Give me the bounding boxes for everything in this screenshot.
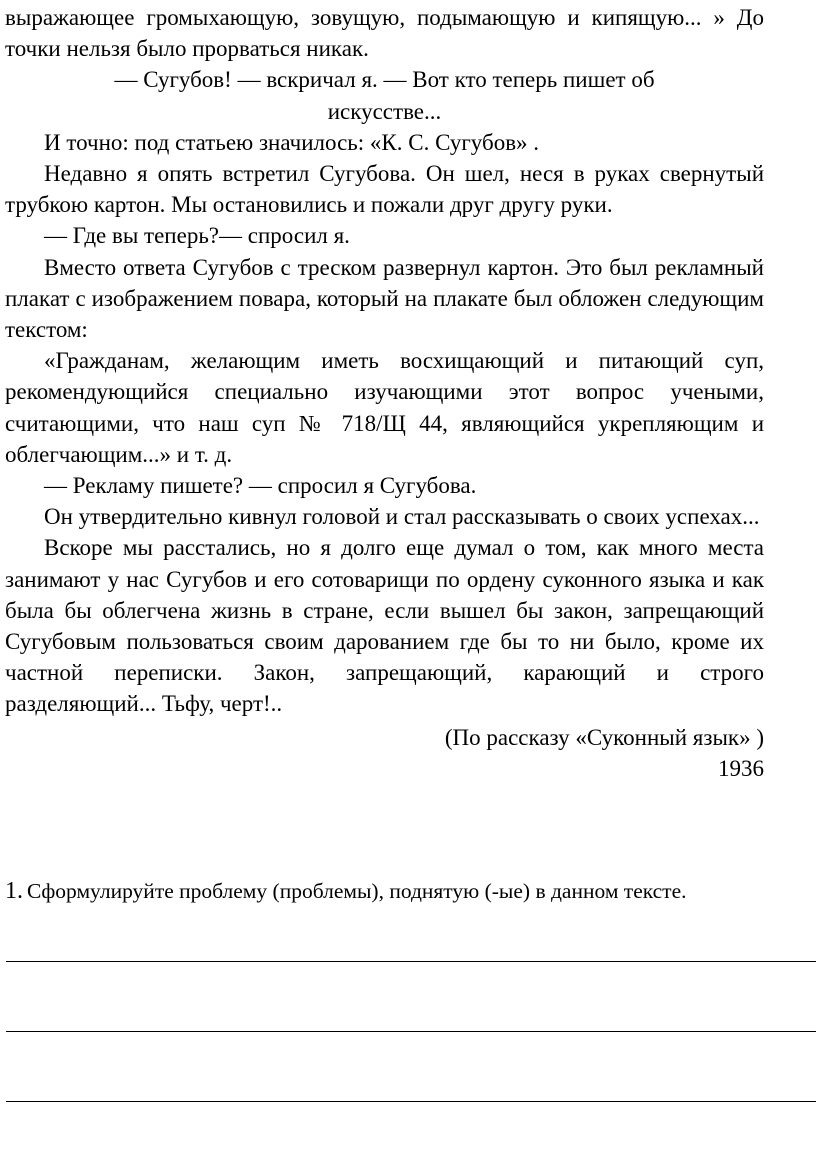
paragraph-10: Вскоре мы расстались, но я долго еще думал о том, как много места занимают у нас Сугубов и его сотоварищи по ордену суконного языка и как была бы облегчена жизнь в стране, если вышел бы закон, запрещающий Сугубовым пользоваться своим дарованием где бы то ни было, кроме их частной переписки. Закон, запрещающий, карающий и строго разделяющий... Тьфу, черт!..	[5, 535, 764, 717]
paragraph-1: выражающее громыхающую, зовущую, подымающую и кипящую... » До точки нельзя было прорваться никак.	[5, 5, 764, 62]
paragraph-7: «Гражданам, желающим иметь восхищающий и питающий суп, рекомендующийся специально изучающими этот вопрос учеными, считающими, что наш суп № 718/Щ 44, являющийся укрепляющим и облегчающим...» и т. д.	[5, 348, 764, 467]
task-1	[5, 876, 764, 907]
paragraph-3: И точно: под статьею значилось: «К. С. Сугубов» .	[44, 129, 540, 155]
paragraph-4: Недавно я опять встретил Сугубова. Он шел, неся в руках свернутый трубкою картон. Мы остановились и пожали друг другу руки.	[5, 161, 764, 218]
source-attribution: (По рассказу «Суконный язык» )	[444, 724, 764, 750]
paragraph-6: Вместо ответа Сугубов с треском развернул картон. Это был рекламный плакат с изображением повара, который на плакате был обложен следующим текстом:	[5, 254, 764, 343]
answer-line-1[interactable]	[6, 961, 816, 962]
story-text	[5, 2, 764, 784]
paragraph-5: — Где вы теперь?— спросил я.	[44, 223, 350, 249]
paragraph-2: — Сугубов! — вскричал я. — Вот кто теперь пишет об искусстве...	[114, 67, 655, 124]
paragraph-8: — Рекламу пишете? — спросил я Сугубова.	[44, 473, 477, 499]
answer-line-3[interactable]	[6, 1101, 816, 1102]
task-text: Сформулируйте проблему (проблемы), поднятую (-ые) в данном тексте.	[27, 879, 687, 903]
answer-line-2[interactable]	[6, 1031, 816, 1032]
source-year: 1936	[718, 755, 764, 781]
task-number: 1.	[5, 878, 23, 904]
paragraph-9: Он утвердительно кивнул головой и стал рассказывать о своих успехах...	[44, 504, 760, 530]
